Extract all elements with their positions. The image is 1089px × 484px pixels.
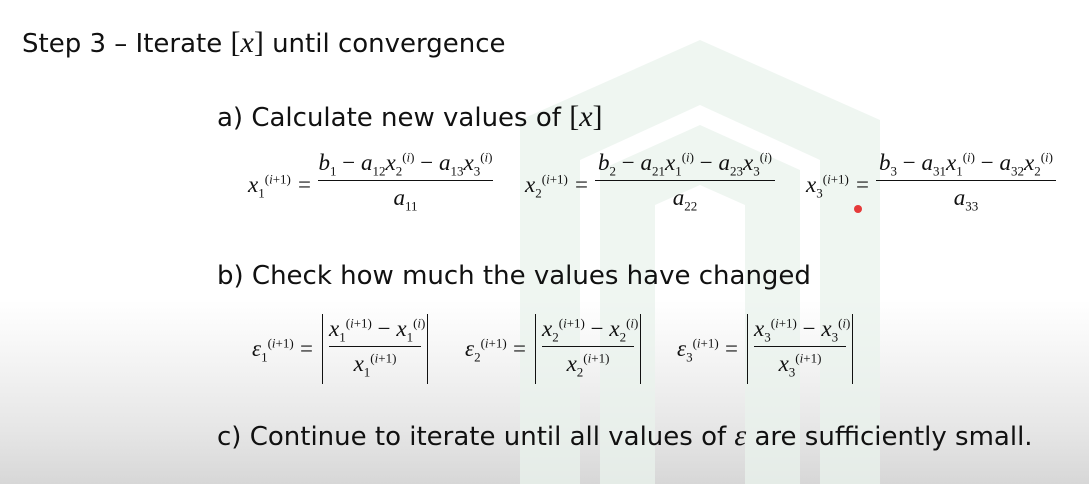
error-equation-1: $\varepsilon_1^{(i+1)}$ = $x_1^{(i+1)} - x_1^{(i)}$ $x_1^{(i+1)}$ xyxy=(252,314,442,388)
part-b-heading: b) Check how much the values have changed xyxy=(217,261,811,291)
step-title: Step 3 – Iterate [x] until convergence xyxy=(22,26,506,59)
part-c-heading: c) Continue to iterate until all values of ε are sufficiently small. xyxy=(217,419,1033,452)
absolute-value-bars: $x_2^{(i+1)} - x_2^{(i)}$ $x_2^{(i+1)}$ xyxy=(535,314,641,384)
error-equation-3: $\varepsilon_3^{(i+1)}$ = $x_3^{(i+1)} - x_3^{(i)}$ $x_3^{(i+1)}$ xyxy=(677,314,867,388)
equation-lhs: $x_1^{(i+1)}$ xyxy=(248,171,291,201)
equation-lhs: $x_3^{(i+1)}$ xyxy=(806,171,849,201)
absolute-value-bars: $x_1^{(i+1)} - x_1^{(i)}$ $x_1^{(i+1)}$ xyxy=(322,314,428,384)
part-a-heading: a) Calculate new values of [x] xyxy=(217,100,603,133)
update-equation-3: $x_3^{(i+1)}$ = $b_3 - a_{31}x_1^{(i)} - a_{32}x_2^{(i)}$ $a_{33}$ xyxy=(806,150,1061,230)
laser-pointer-dot xyxy=(854,205,862,213)
error-equation-2: $\varepsilon_2^{(i+1)}$ = $x_2^{(i+1)} - x_2^{(i)}$ $x_2^{(i+1)}$ xyxy=(465,314,655,388)
update-equation-2: $x_2^{(i+1)}$ = $b_2 - a_{21}x_1^{(i)} - a_{23}x_3^{(i)}$ $a_{22}$ xyxy=(525,150,785,230)
update-equation-1: $x_1^{(i+1)}$ = $b_1 - a_{12}x_2^{(i)} - a_{13}x_3^{(i)}$ $a_{11}$ xyxy=(248,149,493,214)
absolute-value-bars: $x_3^{(i+1)} - x_3^{(i)}$ $x_3^{(i+1)}$ xyxy=(747,314,853,384)
equation-lhs: $x_2^{(i+1)}$ xyxy=(525,171,568,201)
